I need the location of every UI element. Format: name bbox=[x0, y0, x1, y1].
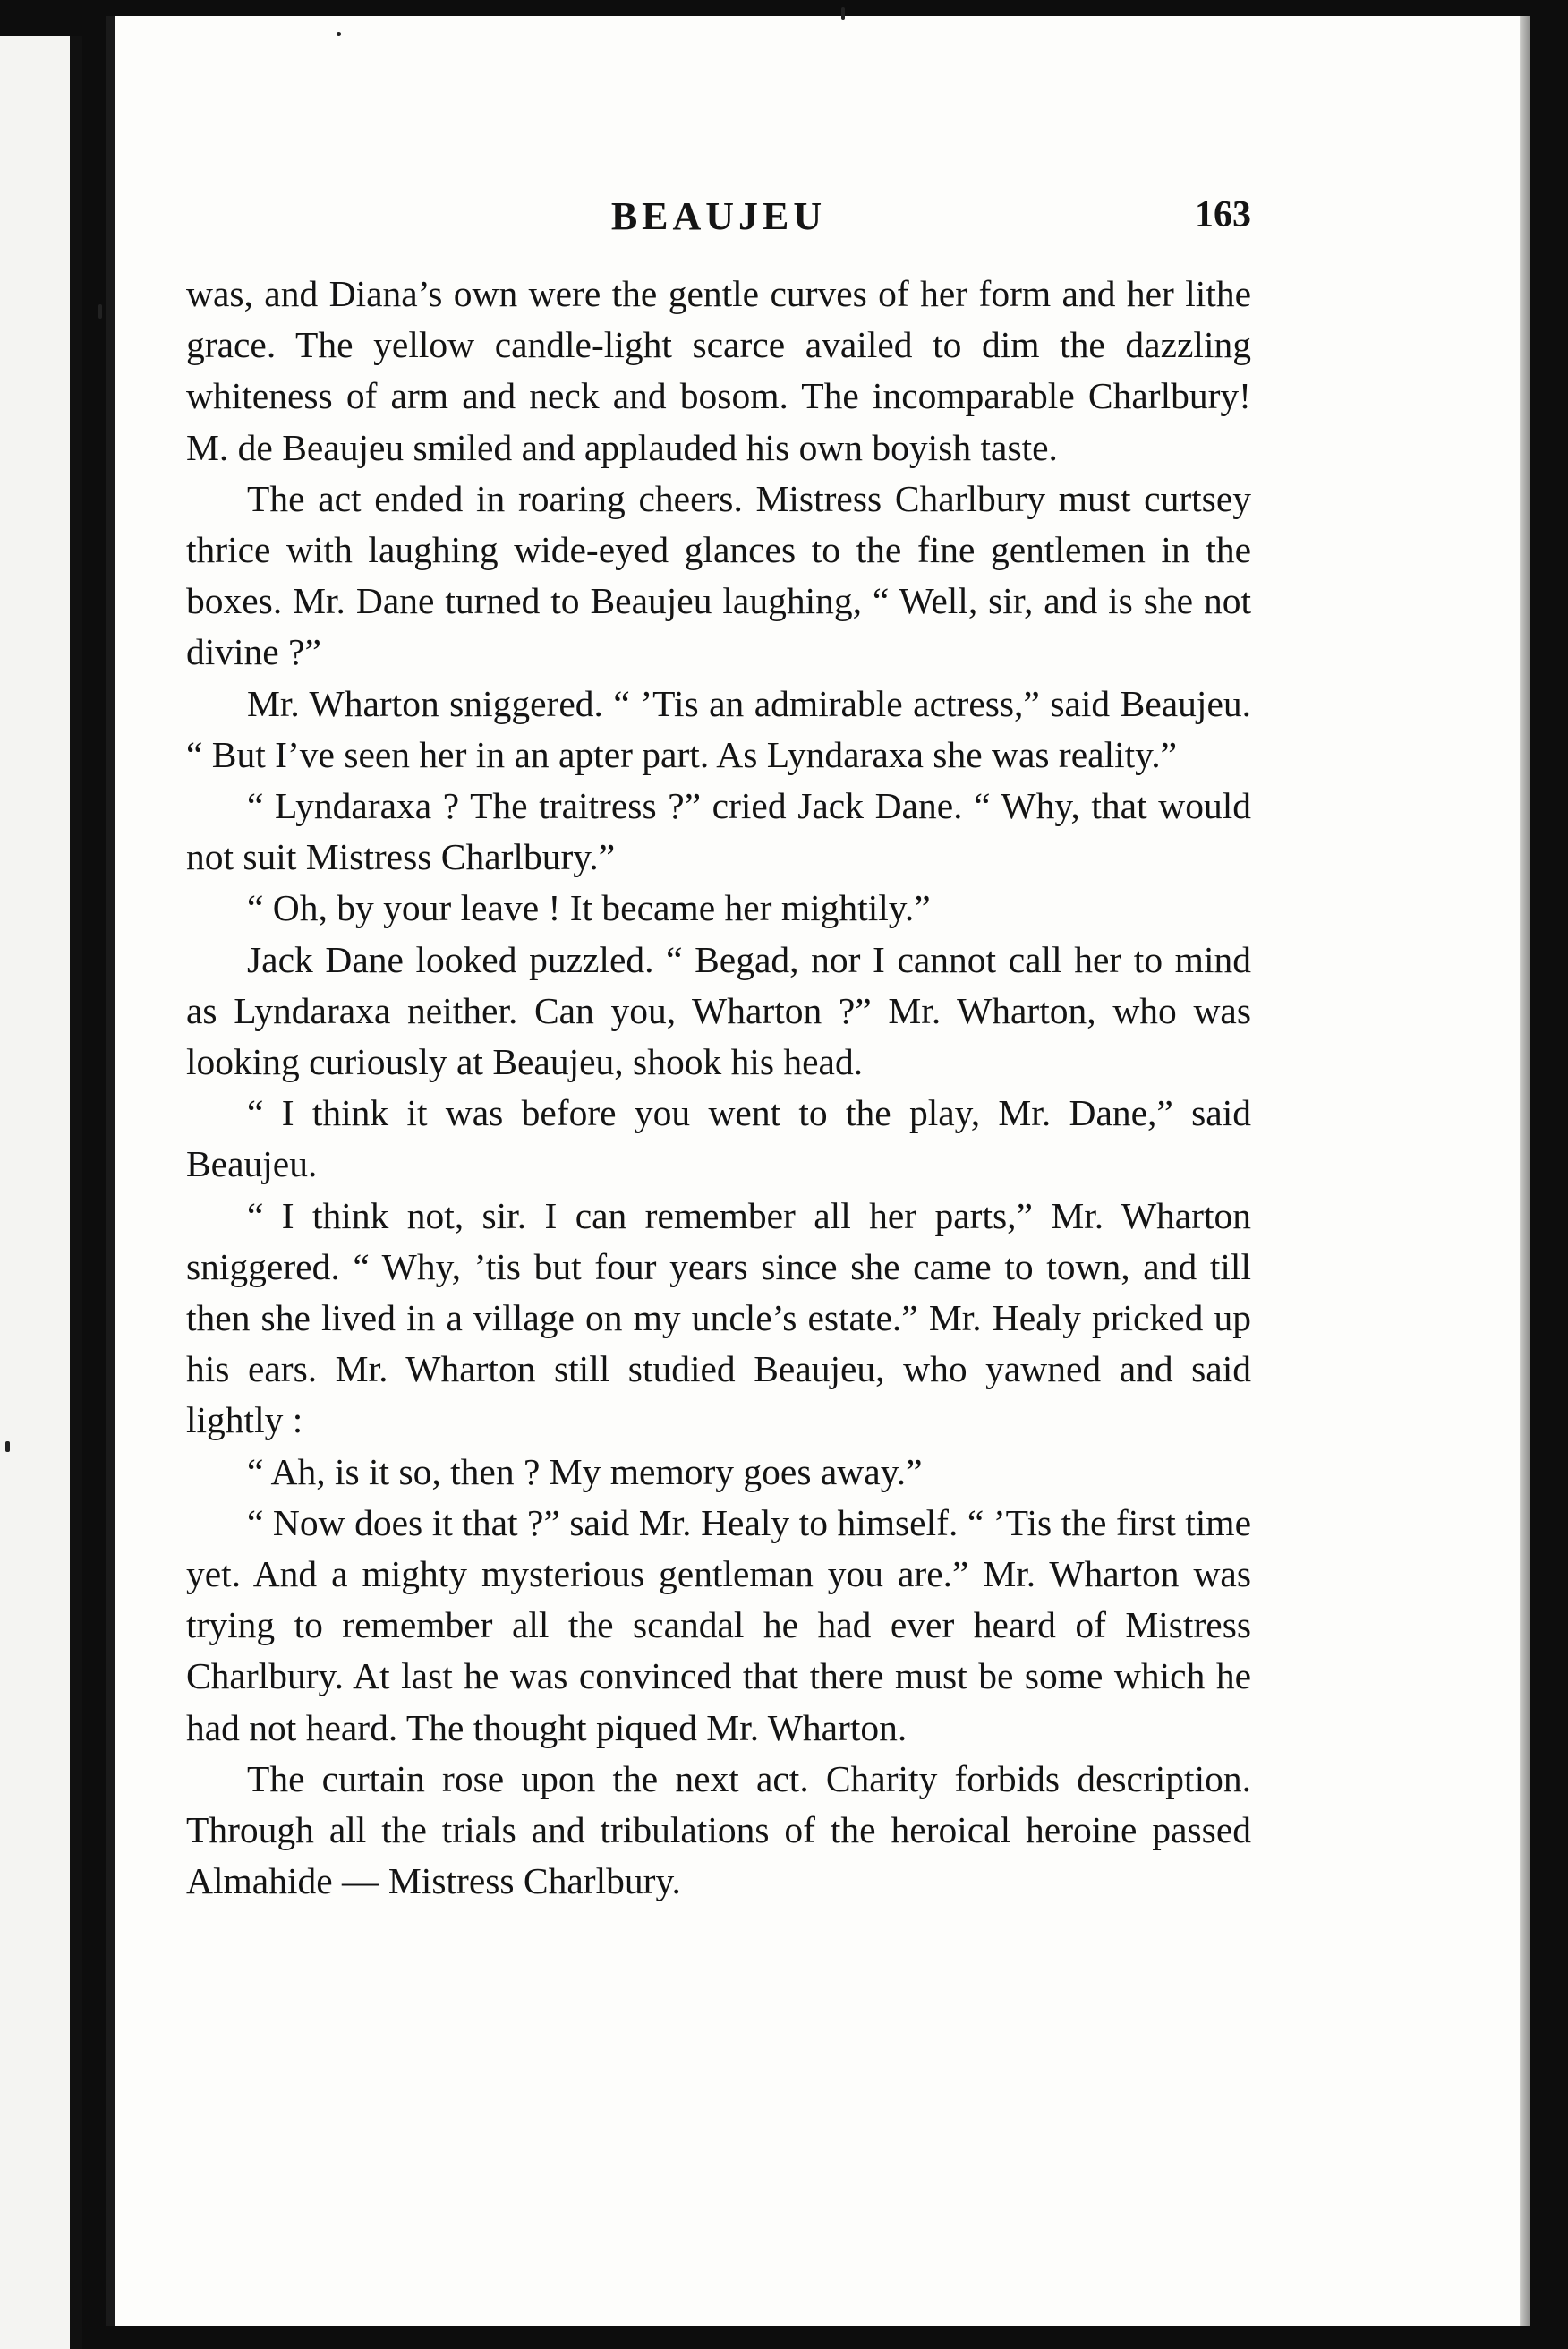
page-number: 163 bbox=[1195, 194, 1251, 235]
paragraph: “ Ah, is it so, then ? My memory goes away.” bbox=[247, 1450, 923, 1492]
page-fore-edge bbox=[1520, 16, 1530, 2326]
page-gutter bbox=[106, 16, 115, 2326]
paragraph: “ Lyndaraxa ? The traitress ?” cried Jack Dane. “ Why, that would not suit Mistress Charlbury.” bbox=[186, 785, 1251, 878]
paragraph: The curtain rose upon the next act. Charity forbids description. Through all the trials and tribulations of the heroical heroine passed Almahide — Mistress Charlbury. bbox=[186, 1757, 1251, 1902]
scan-speck bbox=[841, 7, 845, 20]
scan-speck bbox=[5, 1441, 10, 1452]
paragraph: “ I think it was before you went to the play, Mr. Dane,” said Beaujeu. bbox=[186, 1092, 1251, 1185]
body-text bbox=[186, 269, 1251, 1908]
page-header bbox=[186, 193, 1251, 256]
paragraph: “ Now does it that ?” said Mr. Healy to himself. “ ’Tis the first time yet. And a mighty mysterious gentleman you are.” Mr. Wharton was trying to remember all the scandal he had ever heard of Mistress Charlbury. At last he was convinced that there must be some which he had not heard. The thought piqued Mr. Wharton. bbox=[186, 1501, 1251, 1748]
facing-page-edge bbox=[0, 36, 70, 2349]
paragraph: The act ended in roaring cheers. Mistress Charlbury must curtsey thrice with laughing wide-eyed glances to the fine gentlemen in the boxes. Mr. Dane turned to Beaujeu laughing, “ Well, sir, and is she not divine ?” bbox=[186, 477, 1251, 673]
paragraph: “ I think not, sir. I can remember all her parts,” Mr. Wharton sniggered. “ Why, ’tis but four years since she came to town, and till then she lived in a village on my uncle’s estate.” Mr. Healy pricked up his ears. Mr. Wharton still studied Beaujeu, who yawned and said lightly : bbox=[186, 1194, 1251, 1441]
running-head: BEAUJEU bbox=[610, 194, 827, 238]
paragraph: Jack Dane looked puzzled. “ Begad, nor I cannot call her to mind as Lyndaraxa neither. Can you, Wharton ?” Mr. Wharton, who was looking curiously at Beaujeu, shook his head. bbox=[186, 938, 1251, 1083]
paragraph: Mr. Wharton sniggered. “ ’Tis an admirable actress,” said Beaujeu. “ But I’ve seen her in an apter part. As Lyndaraxa she was reality.” bbox=[186, 682, 1251, 775]
scan-speck bbox=[98, 304, 102, 319]
binding-shadow bbox=[70, 36, 82, 2349]
scan-speck bbox=[337, 32, 341, 36]
paragraph: was, and Diana’s own were the gentle curves of her form and her lithe grace. The yellow candle-light scarce availed to dim the dazzling whiteness of arm and neck and bosom. The incomparable Charlbury! M. de Beaujeu smiled and applauded his own boyish taste. bbox=[186, 273, 1251, 468]
paragraph: “ Oh, by your leave ! It became her mightily.” bbox=[247, 887, 931, 929]
